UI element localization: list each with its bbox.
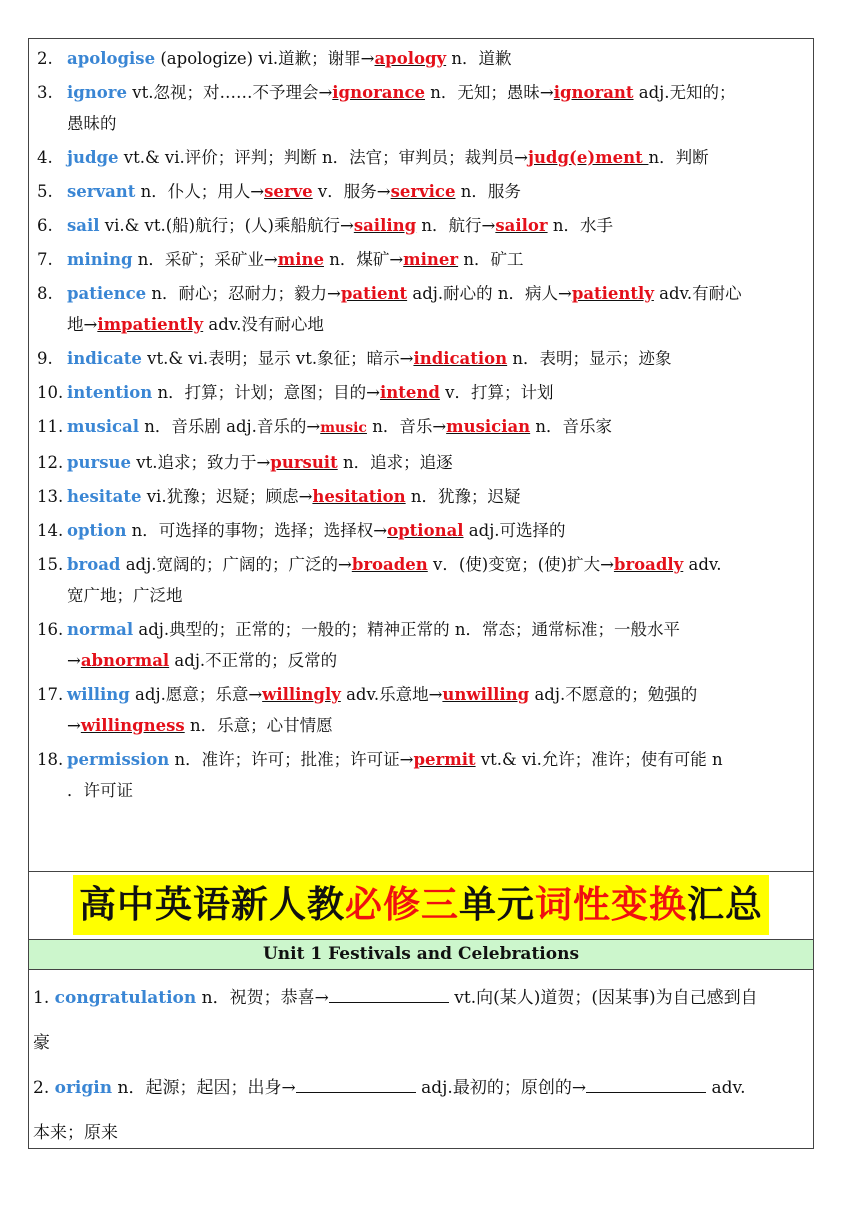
list-item <box>37 43 807 74</box>
entry-number: 2. <box>37 49 53 68</box>
entry-line <box>67 176 807 207</box>
definition-text: adj.耐心的 n．病人→ <box>407 284 572 303</box>
entry-number: 11. <box>37 417 64 436</box>
entry-line <box>67 244 807 275</box>
entry-line <box>67 679 807 710</box>
entry-number: 12. <box>37 453 64 472</box>
entry-line <box>67 43 807 74</box>
derived-word: music <box>320 420 367 436</box>
banner-part1: 高中英语新人教 <box>79 883 345 926</box>
definition-text: n．可选择的事物；选择；选择权→ <box>126 521 388 540</box>
entry-list <box>37 43 807 809</box>
entry-number: 3. <box>37 83 53 102</box>
exercise-continuation: 本来；原来 <box>33 1123 118 1143</box>
entry-number: 10. <box>37 383 64 402</box>
definition-text: vi.& vt.(船)航行；(人)乘船航行→ <box>99 216 354 235</box>
list-item <box>37 614 807 676</box>
entry-body <box>67 744 807 806</box>
entry-line <box>67 309 807 340</box>
derived-word: impatiently <box>97 315 204 334</box>
exercise-text: vt.向(某人)道贺；(因某事)为自己感到自 <box>448 988 758 1008</box>
list-item <box>37 343 807 374</box>
definition-text: v．打算；计划 <box>439 383 554 402</box>
headword: pursue <box>67 453 132 472</box>
definition-text: n．矿工 <box>458 250 524 269</box>
exercise-text: n．起源；起因；出身→ <box>112 1078 296 1098</box>
entry-body <box>67 343 807 374</box>
definition-text: n．准许；许可；批准；许可证→ <box>169 750 414 769</box>
entry-body <box>67 515 807 546</box>
definition-text: (apologize) vi.道歉；谢罪→ <box>155 49 375 68</box>
list-item <box>37 411 807 444</box>
entry-number: 14. <box>37 521 64 540</box>
headword: willing <box>67 685 130 704</box>
derived-word: patiently <box>571 284 654 303</box>
list-item <box>37 377 807 408</box>
entry-number: 5. <box>37 182 53 201</box>
derived-word: intend <box>379 383 440 402</box>
derived-word: permit <box>413 750 476 769</box>
entry-number: 16. <box>37 620 64 639</box>
headword: intention <box>67 383 153 402</box>
exercise-text: n．祝贺；恭喜→ <box>196 988 329 1008</box>
entry-line <box>67 710 807 741</box>
exercise-item <box>33 1066 807 1111</box>
derived-word: mine <box>277 250 324 269</box>
exercise-continuation: 豪 <box>33 1033 50 1053</box>
entry-number: 9. <box>37 349 53 368</box>
entry-body <box>67 142 807 173</box>
definition-text: n．水手 <box>547 216 613 235</box>
entry-line <box>67 549 807 580</box>
definition-text: n．无知；愚昧→ <box>425 83 554 102</box>
exercise-text: adj.最初的；原创的→ <box>415 1078 587 1098</box>
definition-text: v．(使)变宽；(使)扩大→ <box>427 555 614 574</box>
entry-line <box>67 744 807 775</box>
derived-word: indication <box>413 349 508 368</box>
entry-body <box>67 614 807 676</box>
entry-body <box>67 244 807 275</box>
definition-text: n．航行→ <box>416 216 496 235</box>
entry-body <box>67 679 807 741</box>
headword: patience <box>67 284 147 303</box>
definition-text: vt.& vi.评价；评判；判断 n．法官；审判员；裁判员→ <box>118 148 528 167</box>
entry-number: 6. <box>37 216 53 235</box>
headword: mining <box>67 250 133 269</box>
exercise-number: 1. <box>33 988 50 1008</box>
entry-body <box>67 411 807 444</box>
headword: musical <box>67 417 140 436</box>
entry-body <box>67 447 807 478</box>
headword: hesitate <box>67 487 142 506</box>
banner-part3: 单元 <box>459 883 535 926</box>
definition-text: vt.& vi.表明；显示 vt.象征；暗示→ <box>141 349 414 368</box>
entry-body <box>67 549 807 611</box>
exercise-item <box>33 976 807 1021</box>
definition-text: n．煤矿→ <box>323 250 404 269</box>
derived-word: patient <box>340 284 408 303</box>
definition-text: adj.不正常的；反常的 <box>169 651 338 670</box>
entry-line <box>67 580 807 611</box>
answer-blank[interactable] <box>329 987 449 1003</box>
entry-line <box>67 108 807 139</box>
banner-part5: 汇总 <box>687 883 763 926</box>
exercise-keyword: origin <box>54 1078 113 1098</box>
entry-number: 4. <box>37 148 53 167</box>
headword: servant <box>67 182 136 201</box>
list-item <box>37 744 807 806</box>
list-item <box>37 515 807 546</box>
headword: permission <box>67 750 170 769</box>
entry-line <box>67 411 807 444</box>
definition-text: adv.没有耐心地 <box>203 315 324 334</box>
derived-word: serve <box>264 182 313 201</box>
exercise-text: adv. <box>706 1078 746 1098</box>
definition-text: adv. <box>683 555 722 574</box>
definition-text: vi.犹豫；迟疑；顾虑→ <box>141 487 313 506</box>
entry-line <box>67 343 807 374</box>
derived-word: sailor <box>495 216 548 235</box>
definition-text: n．表明；显示；迹象 <box>507 349 672 368</box>
entry-line <box>67 515 807 546</box>
definition-text: adv.有耐心 <box>653 284 742 303</box>
definition-text: adv.乐意地→ <box>340 685 443 704</box>
entry-line <box>67 77 807 108</box>
entry-line <box>67 210 807 241</box>
list-item <box>37 77 807 139</box>
entry-body <box>67 481 807 512</box>
definition-text: adj.无知的； <box>633 83 736 102</box>
list-item <box>37 210 807 241</box>
definition-text: adj.可选择的 <box>463 521 566 540</box>
definition-text: n．音乐→ <box>366 417 447 436</box>
entry-line <box>67 481 807 512</box>
list-item <box>37 176 807 207</box>
banner-part4: 词性变换 <box>535 883 687 926</box>
definition-text: n．判断 <box>648 148 709 167</box>
entry-body <box>67 43 807 74</box>
definition-text: n．音乐剧 adj.音乐的→ <box>139 417 321 436</box>
entry-line <box>67 142 807 173</box>
derived-word: judg(e)ment <box>527 148 649 167</box>
definition-text: 愚昧的 <box>67 114 117 133</box>
exercise-keyword: congratulation <box>54 988 197 1008</box>
entry-number: 13. <box>37 487 64 506</box>
definition-text: → <box>67 651 81 670</box>
definition-text: n．仆人；用人→ <box>135 182 265 201</box>
definition-text: n．道歉 <box>446 49 512 68</box>
exercise-number: 2. <box>33 1078 50 1098</box>
definition-text: adj.愿意；乐意→ <box>129 685 263 704</box>
entry-number: 7. <box>37 250 53 269</box>
definition-text: adj.不愿意的；勉强的 <box>529 685 698 704</box>
list-item <box>37 679 807 741</box>
entry-number: 18. <box>37 750 64 769</box>
list-item <box>37 278 807 340</box>
entry-number: 17. <box>37 685 64 704</box>
definition-text: vt.忽视；对……不予理会→ <box>127 83 333 102</box>
headword: broad <box>67 555 121 574</box>
derived-word: miner <box>403 250 459 269</box>
entry-line <box>67 614 807 645</box>
derived-word: unwilling <box>442 685 530 704</box>
derived-word: willingness <box>80 716 185 735</box>
definition-text: adj.典型的；正常的；一般的；精神正常的 n．常态；通常标准；一般水平 <box>133 620 681 639</box>
title-banner <box>29 871 813 940</box>
derived-word: willingly <box>262 685 341 704</box>
definition-text: vt.追求；致力于→ <box>131 453 271 472</box>
definition-text: n．音乐家 <box>530 417 613 436</box>
definition-text: ．许可证 <box>67 781 133 800</box>
list-item <box>37 549 807 611</box>
entry-line <box>67 775 807 806</box>
headword: option <box>67 521 127 540</box>
definition-text: n．追求；追逐 <box>337 453 453 472</box>
definition-text: v．服务→ <box>312 182 391 201</box>
entry-line <box>67 377 807 408</box>
answer-blank[interactable] <box>586 1077 706 1093</box>
definition-text: n．采矿；采矿业→ <box>132 250 278 269</box>
list-item <box>37 447 807 478</box>
definition-text: n．犹豫；迟疑 <box>405 487 521 506</box>
headword: normal <box>67 620 134 639</box>
word-list-section <box>29 39 813 872</box>
definition-text: 地→ <box>67 315 98 334</box>
definition-text: n．打算；计划；意图；目的→ <box>152 383 380 402</box>
definition-text: → <box>67 716 81 735</box>
entry-line <box>67 645 807 676</box>
definition-text: n．乐意；心甘情愿 <box>184 716 333 735</box>
headword: indicate <box>67 349 142 368</box>
entry-line <box>67 278 807 309</box>
exercise-section <box>33 976 807 1156</box>
answer-blank[interactable] <box>296 1077 416 1093</box>
entry-body <box>67 278 807 340</box>
derived-word: optional <box>387 521 464 540</box>
derived-word: sailing <box>353 216 417 235</box>
derived-word: apology <box>374 49 447 68</box>
headword: ignore <box>67 83 127 102</box>
derived-word: abnormal <box>80 651 170 670</box>
definition-text: adj.宽阔的；广阔的；广泛的→ <box>120 555 352 574</box>
entry-number: 8. <box>37 284 53 303</box>
derived-word: pursuit <box>270 453 338 472</box>
list-item <box>37 481 807 512</box>
list-item <box>37 244 807 275</box>
definition-text: n．服务 <box>455 182 521 201</box>
definition-text: vt.& vi.允许；准许；使有可能 n <box>475 750 723 769</box>
entry-line <box>67 447 807 478</box>
headword: judge <box>67 148 119 167</box>
derived-word: hesitation <box>312 487 406 506</box>
headword: apologise <box>67 49 156 68</box>
unit-heading: Unit 1 Festivals and Celebrations <box>29 940 813 970</box>
derived-word: broadly <box>613 555 684 574</box>
entry-body <box>67 210 807 241</box>
definition-text: n．耐心；忍耐力；毅力→ <box>146 284 341 303</box>
definition-text: 宽广地；广泛地 <box>67 586 183 605</box>
entry-body <box>67 77 807 139</box>
list-item <box>37 142 807 173</box>
banner-part2: 必修三 <box>345 883 459 926</box>
derived-word: broaden <box>351 555 428 574</box>
derived-word: ignorance <box>332 83 426 102</box>
entry-body <box>67 176 807 207</box>
derived-word: ignorant <box>553 83 634 102</box>
entry-number: 15. <box>37 555 64 574</box>
document-frame <box>28 38 814 1149</box>
banner-title <box>73 875 769 935</box>
derived-word: musician <box>446 417 531 436</box>
headword: sail <box>67 216 100 235</box>
derived-word: service <box>390 182 456 201</box>
entry-body <box>67 377 807 408</box>
